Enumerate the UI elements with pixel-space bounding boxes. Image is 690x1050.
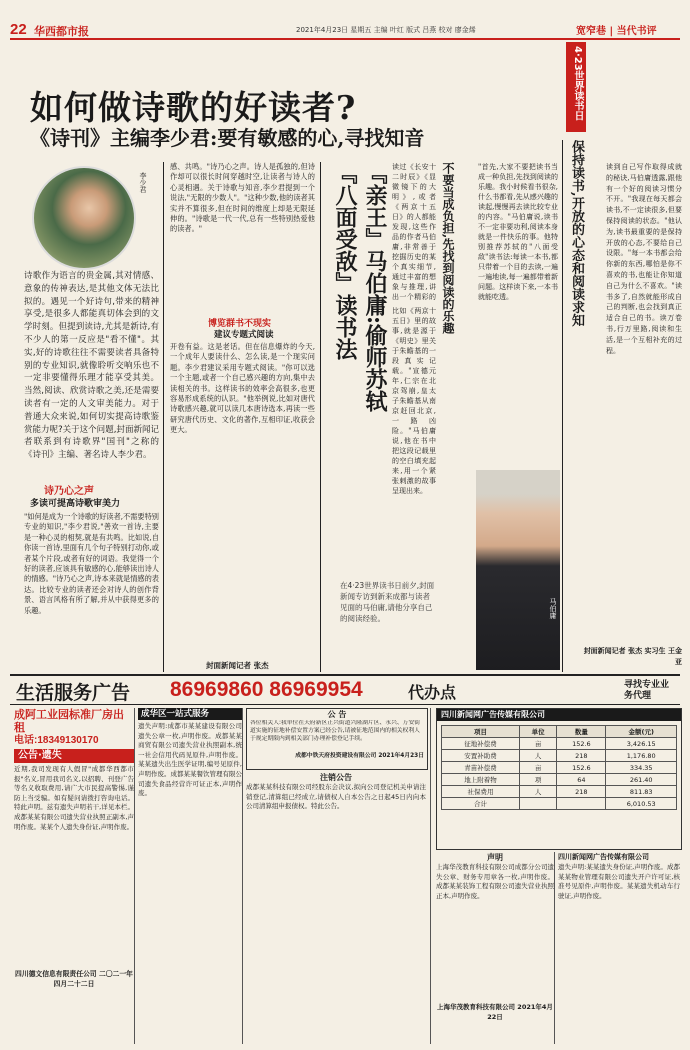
headline: 如何做诗歌的好读者? (30, 88, 357, 127)
table-cell: 安置补助费 (442, 750, 520, 762)
maboyong-note: 在4·23世界读书日前夕,封面新闻专访到新来成都与读者见面的马伯庸,请他分享自己的阅读经验。 (340, 581, 435, 623)
table-cell: 218 (557, 750, 606, 762)
ad-col-4 (436, 852, 555, 1044)
table-row (442, 738, 677, 750)
byline-1: 封面新闻记者 张杰 (206, 661, 269, 670)
table-header-cell: 单位 (519, 726, 556, 738)
byline-2: 封面新闻记者 张杰 实习生 王金亚 (583, 647, 682, 666)
table-cell: 261.40 (606, 774, 677, 786)
section-subheading-2: 建议专题式阅读 (214, 330, 274, 340)
table-cell: 合计 (442, 798, 520, 810)
table-cell: 334.35 (606, 762, 677, 774)
table-cell: 6,010.53 (606, 798, 677, 810)
table-row (442, 762, 677, 774)
table-header-cell: 数量 (557, 726, 606, 738)
author-photo (32, 166, 136, 270)
ad-col-3 (246, 772, 426, 1044)
ad-col-3-title: 注销公告 (320, 773, 352, 782)
public-notice (246, 708, 428, 770)
ad-col-3-body: 成都某某科技有限公司经股东会决议,拟向公司登记机关申请注销登记,清算组已经成立,请债权人自本公告之日起45日内向本公司清算组申报债权。特此公告。 (246, 783, 426, 811)
factory-rent-title: 成阿工业园标准厂房出租 (14, 708, 124, 734)
maboyong-intro: 读过《长安十二时辰》《显微镜下的大明》,或者《两京十五日》的人都能发现,这些作品的作者马伯庸,非常善于挖掘历史的某个真实细节,通过丰富的想象与推理,讲出一个精彩的 (392, 163, 436, 301)
ad-col-divider (430, 708, 431, 1044)
ad-col-5-title: 四川新闻网广告传媒有限公司 (558, 853, 649, 861)
notice-sign: 成都中铁天府投资建设有限公司 2021年4月23日 (295, 753, 424, 759)
notice-title: 公 告 (327, 710, 347, 719)
table-cell: 亩 (519, 762, 556, 774)
masthead-bar (10, 21, 680, 40)
table-header-cell: 项目 (442, 726, 520, 738)
table-box-title: 四川新闻网广告传媒有限公司 (437, 709, 681, 721)
compensation-table-box (436, 708, 682, 850)
table-row (442, 750, 677, 762)
notice-section-title: 公告·遗失 (14, 749, 134, 763)
table-cell: 152.6 (557, 738, 606, 750)
page-number: 22 (10, 21, 27, 38)
ad-tagline: 代办点 (408, 683, 457, 702)
table-cell: 811.83 (606, 786, 677, 798)
ad-col-4-title: 声明 (487, 853, 503, 862)
section-heading-1: 诗乃心之声 (44, 486, 94, 497)
table-cell: 人 (519, 786, 556, 798)
table-cell: 3,426.15 (606, 738, 677, 750)
mini-headline: 不要当成负担,先找到阅读的乐趣 (441, 162, 455, 335)
section-heading-2: 博览群书不现实 (208, 319, 272, 329)
ad-divider (10, 674, 680, 676)
paper-name: 华西都市报 (34, 25, 89, 38)
table-row (442, 786, 677, 798)
column-divider (320, 162, 321, 672)
ad-col-4-footer: 上海华茂教育科技有限公司 2021年4月22日 (437, 1003, 553, 1021)
maboyong-body: 比如《两京十五日》里的故事,就是源于《明史》里关于朱瞻基的一段真实记载。"宣德元年,仁宗在北京驾崩,皇太子朱瞻基从南京赶回北京,一路凶险。"马伯庸说,他在书中把这段记载里的空白填充起来,用一个紧张刺激的故事呈现出来。 (392, 307, 436, 495)
table-cell: 64 (557, 774, 606, 786)
reading-day-banner: 4·23世界读书日 (566, 42, 586, 132)
section-title: 宽窄巷 | 当代书评 (576, 26, 657, 37)
ad-col-5 (558, 852, 680, 1044)
table-cell: 项 (519, 774, 556, 786)
table-cell: 亩 (519, 738, 556, 750)
table-header-row (442, 726, 677, 738)
ad-col-5-body: 遗失声明:某某遗失身份证,声明作废。成都某某物业管理有限公司遗失开户许可证,核准号见原件,声明作废。某某遗失机动车行驶证,声明作废。 (558, 863, 680, 900)
table-cell: 地上附着物 (442, 774, 520, 786)
intro-text: 诗歌作为语言的贵金属,其对情感、意象的传神表达,是其他文体无法比拟的。遇见一个好诗句,带来的精神享受,是很多人都能真切体会到的文学时刻。但提到读诗,尤其是新诗,有不少人的第一反应是"看不懂"。其实,好的诗歌往往不需要读者具备特别的专业知识,就像聆听交响乐也不一定非要懂得乐理才能享受其美。当然,阅读、欣赏诗歌之美,还是需要读者有一定的人文审美能力。对于普通大众来说,如何切实提高诗歌鉴赏能力呢?关于这个问题,封面新闻记者联系到有诗歌界"国刊"之称的《诗刊》主编、著名诗人李少君。 (24, 271, 159, 461)
ad-header-left: 生活服务广告 (16, 682, 131, 704)
table-cell: 218 (557, 786, 606, 798)
ad-col-2-title: 成华区一站式服务 (138, 708, 242, 720)
ad-col-1 (14, 708, 135, 1044)
right-column-headline: 保持读书,开放的心态和阅读求知 (569, 140, 584, 327)
ad-col-2 (138, 708, 243, 1044)
maboyong-headline: 『亲王』马伯庸:偷师苏轼『八面受敌』读书法 (332, 162, 388, 413)
ad-col-1-footer: 四川德文信息有限责任公司 二〇二一年四月二十二日 (15, 970, 133, 988)
table-header-cell: 金额(元) (606, 726, 677, 738)
subheadline: 《诗刊》主编李少君:要有敏感的心,寻找知音 (30, 126, 425, 150)
table-row (442, 774, 677, 786)
ad-right-tag: 寻找专业业务代理 (624, 680, 670, 701)
table-cell: 社保费用 (442, 786, 520, 798)
compensation-table (441, 725, 677, 810)
maboyong-photo (476, 470, 560, 670)
photo-caption: 李少君 (139, 172, 147, 193)
table-cell: 征地补偿费 (442, 738, 520, 750)
maboyong-body-main: "首先,大家不要把读书当成一种负担,先找到阅读的乐趣。我小时候看书很杂,什么书都看,先从感兴趣的读起,慢慢再去读比较专业的内容。"马伯庸说,读书不一定非要功利,阅读本身就是一件快乐的事。他特别推荐苏轼的"八面受敌"读书法:每读一本书,都只带着一个目的去读,一遍一遍地读,每一遍都带着新问题。这样读下来,一本书就能吃透。 (478, 163, 558, 301)
column-divider (163, 162, 164, 672)
ad-col-1-body: 近期,我司发现有人假冒"成都华西都市报"名义,冒用我司名义,以招聘、刊登广告等名义收取费用,请广大市民提高警惕,谨防上当受骗。如有疑问请拨打咨询电话。特此声明。兹有遗失声明若干,详见本栏。成都某某有限公司遗失营业执照正副本,声明作废。某某个人遗失身份证,声明作废。 (14, 765, 134, 831)
table-cell: 152.6 (557, 762, 606, 774)
table-cell (519, 798, 556, 810)
date-line: 2021年4月23日 星期五 主编 叶红 版式 吕燕 校对 廖金烯 (296, 26, 476, 34)
ad-col-4-body: 上海华茂教育科技有限公司成都分公司遗失公章、财务专用章各一枚,声明作废。成都某某装饰工程有限公司遗失营业执照正本,声明作废。 (436, 863, 554, 900)
middle-body-bottom: 开卷有益。这是老话。但在信息爆炸的今天,一个成年人要读什么、怎么读,是一个现实问题。李少君建议采用专题式阅读。"你可以选一个主题,或者一个自己感兴趣的方向,集中去读相关的书。这样读书的效率会高很多,也更容易形成系统的认识。"他举例说,比如对唐代诗歌感兴趣,就可以读几本唐诗选本,再读一些研究唐代历史、文化的著作,互相印证,收获会更大。 (170, 342, 315, 435)
table-cell: 1,176.80 (606, 750, 677, 762)
factory-rent-phone: 电话:18349130170 (14, 735, 99, 746)
column-divider (562, 140, 563, 672)
section-subheading-1: 多读可提高诗歌审美力 (30, 499, 121, 509)
table-cell (557, 798, 606, 810)
table-row (442, 798, 677, 810)
photo2-caption: 马伯庸 (549, 598, 557, 619)
left-body-text: "如何是成为一个诗歌的好读者,不需要特别专业的知识,"李少君说,"善欢一首诗,主要是一种心灵的相契,就是有共鸣。比如说,自你读一首诗,里面有几个句子特别打动你,或者某个片段,或者有好的词语。我觉得一个好的读者,应该具有敏感的心,能够读出诗人的情感。"诗乃心之声,诗本来就是情感的表达。比较专业的读者还会对诗人的创作背景、语言风格有所了解,并从中获得更多的乐趣。 (24, 512, 159, 615)
table-cell: 人 (519, 750, 556, 762)
middle-body-top: 感、共鸣。"诗乃心之声。诗人是孤独的,但诗作却可以很长时间穿越时空,让读者与诗人的心灵相遇。关于诗歌与知音,李少君提到一个说法,"无限的少数人"。"这种少数,他的读者其实并不算很多,但在时间的维度上却是无限延伸的。"诗歌是一代一代,总有一些特别热爱他的读者。" (170, 162, 315, 234)
ad-phone: 86969860 86969954 (170, 678, 363, 701)
ad-header-rule (10, 704, 680, 705)
notice-body: 各位相关人:我单位在天府新区正兴街道兴隆湖片区、永兴、万安街道实施的征地补偿安置方案已经公告,请被征地范围内的相关权利人于规定期限内到相关部门办理补偿登记手续。 (250, 720, 421, 742)
right-column-text: 读到自己写作取得成就的秘诀,马伯庸透露,跟他有一个好的阅读习惯分不开。"我现在每天都会读书,不一定读很多,但要保持阅读的状态。"他认为,读书最重要的是保持开放的心态,不要给自己设限。"每一本书都会给你新的东西,哪怕是你不喜欢的书,也能让你知道自己为什么不喜欢。"读书多了,自然就能形成自己的判断,也会找到真正适合自己的书。读万卷书,行万里路,阅读和生活,是一个互相补充的过程。 (606, 163, 682, 355)
table-cell: 青苗补偿费 (442, 762, 520, 774)
ad-col-2-body: 遗失声明:成都市某某建设有限公司遗失公章一枚,声明作废。成都某某商贸有限公司遗失营业执照副本,统一社会信用代码见原件,声明作废。某某遗失出生医学证明,编号见原件,声明作废。成都某某餐饮管理有限公司遗失食品经营许可证正本,声明作废。 (138, 722, 242, 798)
